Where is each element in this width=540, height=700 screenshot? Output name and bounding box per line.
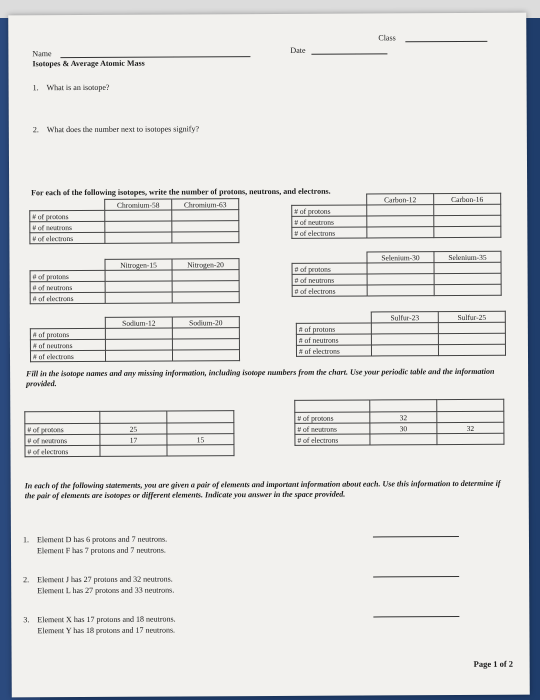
answer-cell[interactable]	[437, 433, 504, 444]
table-fill-1	[24, 410, 234, 457]
statement-2-line-2: Element L has 27 protons and 33 neutrons.	[37, 585, 175, 596]
row-label: # of electrons	[292, 227, 367, 238]
col-header: Sulfur-23	[371, 312, 438, 323]
class-label: Class	[378, 33, 396, 43]
given-value: 15	[167, 434, 234, 445]
answer-cell[interactable]	[434, 204, 501, 215]
answer-cell[interactable]	[434, 262, 501, 273]
answer-cell[interactable]	[172, 328, 239, 339]
row-label: # of protons	[292, 263, 367, 274]
answer-cell[interactable]	[437, 399, 504, 411]
answer-cell[interactable]	[370, 400, 437, 412]
answer-cell[interactable]	[438, 322, 505, 333]
answer-cell[interactable]	[434, 284, 501, 295]
answer-cell[interactable]	[172, 350, 239, 361]
question-1-number: 1.	[32, 83, 39, 93]
answer-cell[interactable]	[172, 210, 239, 221]
col-header: Carbon-12	[367, 194, 434, 205]
given-value: 32	[370, 412, 437, 423]
col-header: Chromium-58	[105, 199, 172, 210]
row-label: # of electrons	[30, 350, 105, 361]
row-label: # of neutrons	[25, 434, 100, 445]
statement-2-line-1: Element J has 27 protons and 32 neutrons.	[37, 574, 173, 585]
answer-cell[interactable]	[370, 434, 437, 445]
answer-cell[interactable]	[434, 273, 501, 284]
statement-1-number: 1.	[22, 535, 29, 545]
row-label: # of protons	[30, 270, 105, 281]
answer-cell[interactable]	[105, 339, 172, 350]
statement-1-line-1: Element D has 6 protons and 7 neutrons.	[36, 534, 168, 545]
row-label: # of electrons	[292, 285, 367, 296]
col-header: Sodium-20	[172, 317, 239, 328]
statement-3-number: 3.	[23, 615, 30, 625]
col-header: Sodium-12	[105, 317, 172, 328]
answer-cell[interactable]	[105, 210, 172, 221]
answer-cell[interactable]	[367, 285, 434, 296]
row-label: # of protons	[295, 412, 370, 423]
answer-cell[interactable]	[367, 263, 434, 274]
answer-cell[interactable]	[371, 323, 438, 334]
answer-line[interactable]	[373, 576, 459, 577]
table-chromium	[29, 198, 239, 244]
answer-cell[interactable]	[367, 227, 434, 238]
answer-cell[interactable]	[167, 445, 234, 456]
answer-cell[interactable]	[105, 292, 172, 303]
worksheet-page	[8, 13, 530, 698]
table-fill-2	[294, 399, 504, 446]
answer-cell[interactable]	[105, 221, 172, 232]
answer-cell[interactable]	[371, 334, 438, 345]
col-header: Selenium-30	[367, 252, 434, 263]
row-label: # of neutrons	[30, 339, 105, 350]
col-header: Nitrogen-15	[105, 259, 172, 270]
answer-cell[interactable]	[172, 281, 239, 292]
given-value: 17	[100, 434, 167, 445]
class-line	[405, 41, 487, 42]
given-value: 32	[437, 422, 504, 433]
answer-cell[interactable]	[100, 445, 167, 456]
answer-cell[interactable]	[172, 292, 239, 303]
answer-cell[interactable]	[100, 411, 167, 423]
answer-cell[interactable]	[167, 423, 234, 434]
statement-3-line-1: Element X has 17 protons and 18 neutrons.	[37, 614, 176, 625]
row-label: # of protons	[30, 328, 105, 339]
answer-cell[interactable]	[172, 232, 239, 243]
answer-cell[interactable]	[438, 344, 505, 355]
question-2-number: 2.	[32, 125, 39, 135]
col-header: Nitrogen-20	[172, 259, 239, 270]
row-label: # of electrons	[30, 232, 105, 243]
row-label: # of neutrons	[30, 281, 105, 292]
worksheet-title: Isotopes & Average Atomic Mass	[32, 58, 145, 69]
answer-cell[interactable]	[105, 350, 172, 361]
row-label: # of neutrons	[292, 274, 367, 285]
answer-cell[interactable]	[172, 221, 239, 232]
page-number: Page 1 of 2	[473, 658, 514, 669]
row-label: # of protons	[25, 423, 100, 434]
row-label: # of protons	[30, 210, 105, 221]
col-header: Selenium-35	[434, 251, 501, 262]
col-header: Sulfur-25	[438, 311, 505, 322]
statement-1-line-2: Element F has 7 protons and 7 neutrons.	[36, 545, 166, 556]
answer-cell[interactable]	[105, 270, 172, 281]
row-label: # of protons	[292, 205, 367, 216]
name-line	[60, 56, 250, 58]
row-label: # of neutrons	[296, 334, 371, 345]
table-sulfur	[296, 311, 506, 357]
row-label: # of electrons	[295, 434, 370, 445]
answer-cell[interactable]	[367, 205, 434, 216]
col-header: Chromium-63	[172, 199, 239, 210]
instruction-fill-in: Fill in the isotope names and any missing information, including isotope numbers from the chart. Use your periodic table and the information provided.	[26, 366, 495, 389]
date-line	[311, 53, 387, 54]
table-sodium	[30, 316, 240, 362]
instruction-isotopes: For each of the following isotopes, write the number of protons, neutrons, and electrons.	[31, 186, 331, 198]
answer-cell[interactable]	[434, 215, 501, 226]
row-label: # of electrons	[296, 345, 371, 356]
answer-cell[interactable]	[367, 216, 434, 227]
question-1-text: What is an isotope?	[46, 82, 110, 93]
answer-cell[interactable]	[105, 281, 172, 292]
answer-cell[interactable]	[437, 411, 504, 422]
statement-2-number: 2.	[23, 575, 30, 585]
answer-cell[interactable]	[172, 270, 239, 281]
given-value: 25	[100, 423, 167, 434]
given-value: 30	[370, 423, 437, 434]
answer-cell[interactable]	[371, 345, 438, 356]
answer-cell[interactable]	[172, 339, 239, 350]
answer-line[interactable]	[373, 616, 459, 617]
row-label: # of neutrons	[30, 221, 105, 232]
date-label: Date	[290, 45, 306, 55]
answer-cell[interactable]	[367, 274, 434, 285]
col-header: Carbon-16	[434, 193, 501, 204]
answer-cell[interactable]	[434, 226, 501, 237]
question-2-text: What does the number next to isotopes signify?	[46, 124, 200, 135]
answer-cell[interactable]	[105, 232, 172, 243]
answer-cell[interactable]	[167, 411, 234, 423]
row-label: # of neutrons	[292, 216, 367, 227]
table-nitrogen	[29, 258, 239, 304]
name-label: Name	[32, 49, 52, 59]
table-selenium	[291, 251, 501, 297]
statement-3-line-2: Element Y has 18 protons and 17 neutrons.	[37, 625, 176, 636]
row-label: # of neutrons	[295, 423, 370, 434]
row-label: # of protons	[296, 323, 371, 334]
instruction-statements: In each of the following statements, you are given a pair of elements and important information about each. Use this information to determine if the pair of elements are isotopes or different elements. Indicate you answer in the space provided.	[24, 478, 501, 501]
answer-cell[interactable]	[438, 333, 505, 344]
answer-cell[interactable]	[105, 328, 172, 339]
row-label: # of electrons	[25, 445, 100, 456]
answer-line[interactable]	[373, 536, 459, 537]
row-label: # of electrons	[30, 292, 105, 303]
table-carbon	[291, 193, 501, 239]
